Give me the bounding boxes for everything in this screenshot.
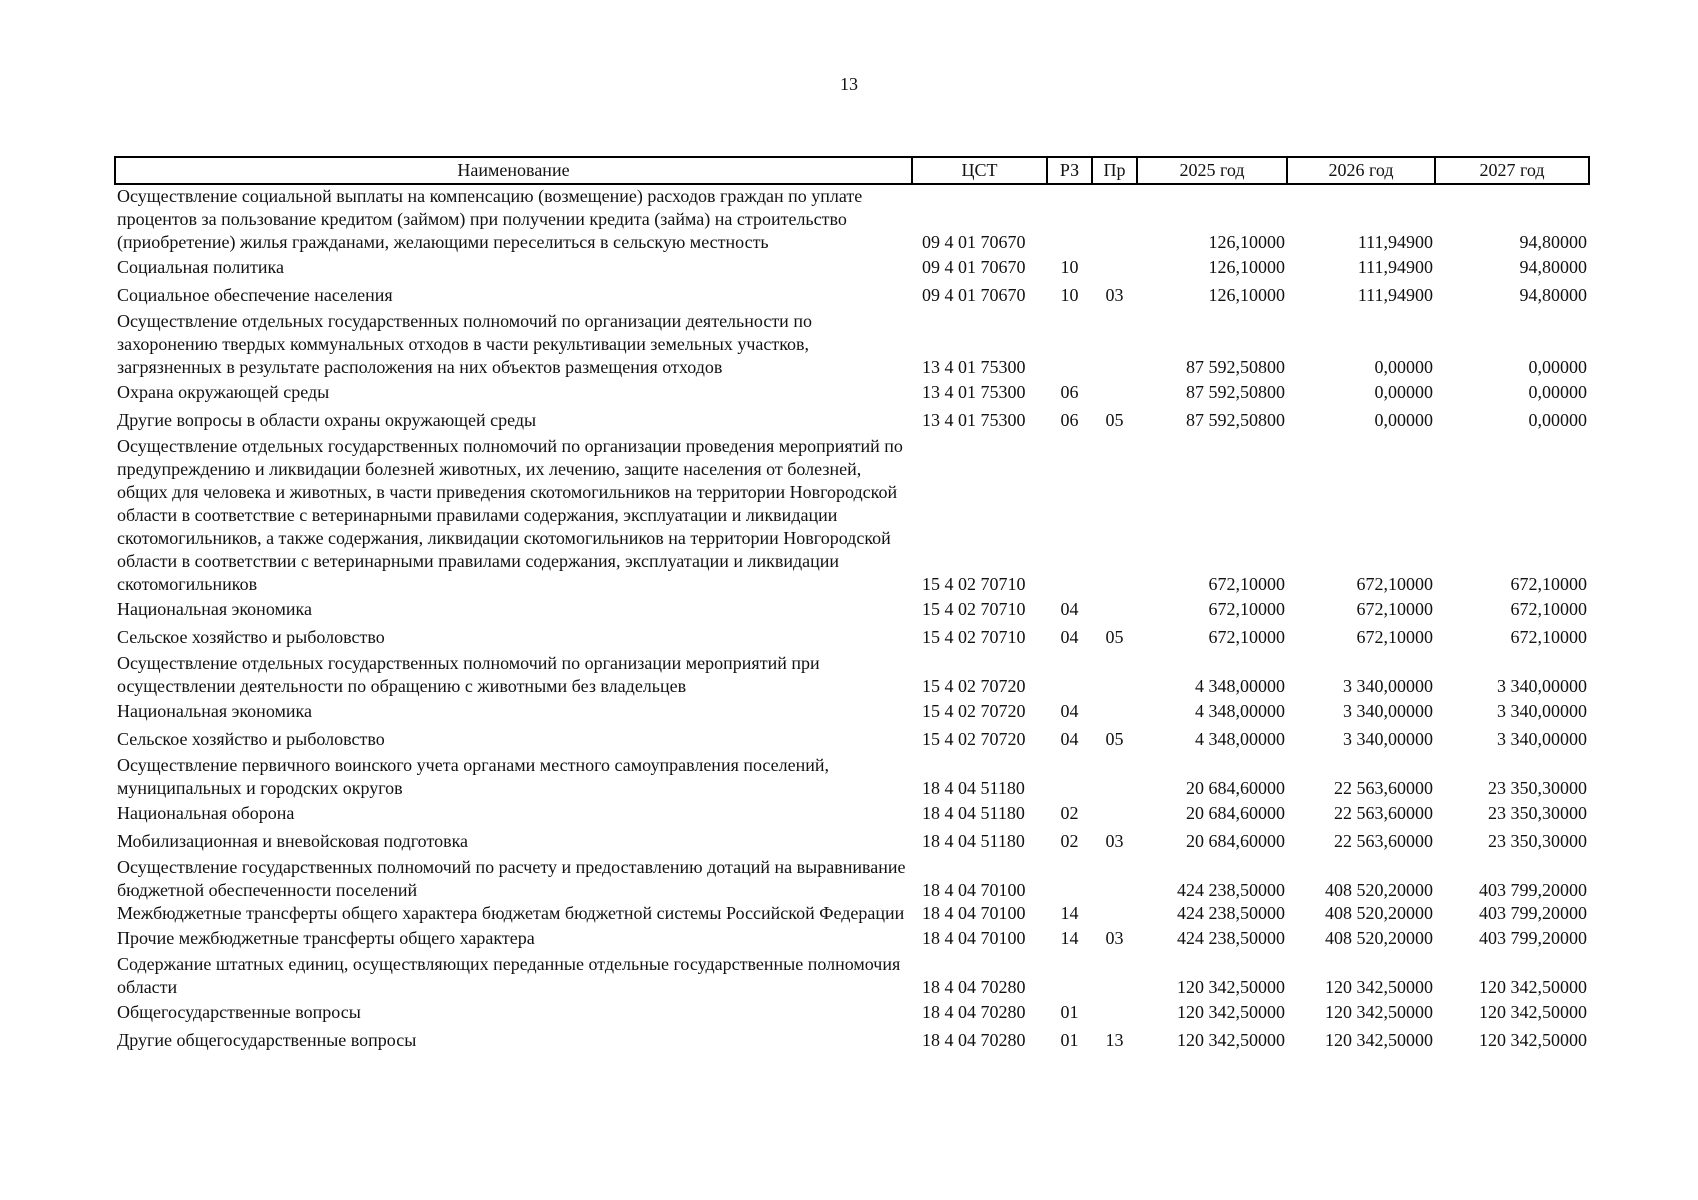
- row-2027: 3 340,00000: [1497, 701, 1587, 721]
- table-row: [115, 754, 1589, 800]
- row-pr: 03: [1105, 928, 1124, 948]
- row-2025: 4 348,00000: [1195, 729, 1285, 749]
- row-2026: 22 563,60000: [1334, 778, 1433, 798]
- row-name: Национальная оборона: [117, 803, 295, 823]
- row-name: Осуществление государственных полномочий по расчету и предоставлению дотаций на выравнивание бюджетной обеспеченности поселений: [117, 857, 906, 900]
- row-2027: 23 350,30000: [1488, 803, 1587, 823]
- row-rz: 14: [1060, 903, 1079, 923]
- table-row: [115, 698, 1589, 726]
- row-2025: 672,10000: [1208, 599, 1285, 619]
- row-2026: 408 520,20000: [1325, 928, 1433, 948]
- row-pr: 05: [1105, 729, 1124, 749]
- row-2025: 126,10000: [1208, 232, 1285, 252]
- row-2026: 408 520,20000: [1325, 880, 1433, 900]
- row-cst: 18 4 04 70280: [922, 977, 1026, 997]
- row-2025: 672,10000: [1208, 627, 1285, 647]
- row-2027: 120 342,50000: [1479, 977, 1587, 997]
- row-cst: 18 4 04 51180: [922, 803, 1025, 823]
- header-rz: РЗ: [1047, 157, 1092, 184]
- row-2027: 94,80000: [1519, 285, 1587, 305]
- row-2025: 424 238,50000: [1177, 880, 1285, 900]
- row-name: Социальная политика: [117, 257, 284, 277]
- row-name: Сельское хозяйство и рыболовство: [117, 627, 385, 647]
- table-row: [115, 726, 1589, 754]
- row-cst: 13 4 01 75300: [922, 410, 1026, 430]
- row-2025: 424 238,50000: [1177, 928, 1285, 948]
- row-cst: 15 4 02 70710: [922, 627, 1026, 647]
- row-2025: 424 238,50000: [1177, 903, 1285, 923]
- row-rz: [1047, 652, 1092, 698]
- row-name: Прочие межбюджетные трансферты общего характера: [117, 928, 535, 948]
- table-row: [115, 856, 1589, 902]
- row-rz: 04: [1060, 701, 1079, 721]
- row-2027: 672,10000: [1510, 627, 1587, 647]
- row-2025: 126,10000: [1208, 285, 1285, 305]
- row-name: Социальное обеспечение населения: [117, 285, 393, 305]
- row-name: Осуществление первичного воинского учета органами местного самоуправления поселений, муниципальных и городских округов: [117, 755, 830, 798]
- row-pr: 03: [1105, 831, 1124, 851]
- row-name: Осуществление отдельных государственных полномочий по организации мероприятий при осуществлении деятельности по обращению с животными без владельцев: [117, 653, 820, 696]
- row-rz: 04: [1060, 599, 1079, 619]
- table-row: [115, 624, 1589, 652]
- row-rz: [1047, 754, 1092, 800]
- row-2025: 20 684,60000: [1186, 803, 1285, 823]
- table-row: [115, 652, 1589, 698]
- row-cst: 09 4 01 70670: [922, 232, 1026, 252]
- row-2026: 672,10000: [1356, 599, 1433, 619]
- row-2027: 672,10000: [1510, 574, 1587, 594]
- row-2025: 87 592,50800: [1186, 357, 1285, 377]
- row-pr: 13: [1105, 1030, 1124, 1050]
- row-2026: 0,00000: [1374, 410, 1433, 430]
- row-name: Национальная экономика: [117, 701, 312, 721]
- row-cst: 13 4 01 75300: [922, 357, 1026, 377]
- header-2026: 2026 год: [1287, 157, 1435, 184]
- row-name: Осуществление отдельных государственных полномочий по организации деятельности по захоронению твердых коммунальных отходов в части рекультивации земельных участков, загрязненных в результате расположения на них объектов размещения отходов: [117, 311, 812, 377]
- row-cst: 09 4 01 70670: [922, 285, 1026, 305]
- header-name: Наименование: [115, 157, 912, 184]
- row-pr: 05: [1105, 410, 1124, 430]
- row-pr: [1092, 184, 1137, 254]
- row-pr: [1092, 800, 1137, 828]
- row-2027: 0,00000: [1528, 410, 1587, 430]
- row-2027: 120 342,50000: [1479, 1030, 1587, 1050]
- table-row: [115, 379, 1589, 407]
- row-rz: [1047, 856, 1092, 902]
- table-row: [115, 999, 1589, 1027]
- row-rz: 04: [1060, 729, 1079, 749]
- row-cst: 18 4 04 70280: [922, 1030, 1026, 1050]
- table-row: [115, 953, 1589, 999]
- row-2025: 120 342,50000: [1177, 1002, 1285, 1022]
- row-pr: [1092, 310, 1137, 379]
- row-2026: 120 342,50000: [1325, 977, 1433, 997]
- table-row: [115, 828, 1589, 856]
- row-pr: [1092, 754, 1137, 800]
- row-rz: 04: [1060, 627, 1079, 647]
- row-2026: 3 340,00000: [1343, 729, 1433, 749]
- row-name: Общегосударственные вопросы: [117, 1002, 361, 1022]
- row-2026: 408 520,20000: [1325, 903, 1433, 923]
- row-2025: 4 348,00000: [1195, 676, 1285, 696]
- row-2027: 120 342,50000: [1479, 1002, 1587, 1022]
- row-2027: 3 340,00000: [1497, 676, 1587, 696]
- row-2027: 0,00000: [1528, 357, 1587, 377]
- row-pr: [1092, 379, 1137, 407]
- row-rz: [1047, 184, 1092, 254]
- row-cst: 18 4 04 70100: [922, 928, 1026, 948]
- row-pr: [1092, 254, 1137, 282]
- page-number: 13: [840, 74, 858, 94]
- row-2027: 403 799,20000: [1479, 903, 1587, 923]
- row-pr: 03: [1105, 285, 1124, 305]
- row-2026: 3 340,00000: [1343, 676, 1433, 696]
- row-cst: 15 4 02 70720: [922, 701, 1026, 721]
- row-rz: 06: [1060, 382, 1079, 402]
- row-2027: 23 350,30000: [1488, 778, 1587, 798]
- budget-table: [114, 156, 1590, 1055]
- row-2027: 403 799,20000: [1479, 880, 1587, 900]
- row-2026: 672,10000: [1356, 627, 1433, 647]
- row-2025: 87 592,50800: [1186, 410, 1285, 430]
- row-cst: 15 4 02 70720: [922, 729, 1026, 749]
- row-rz: 06: [1060, 410, 1079, 430]
- row-2027: 94,80000: [1519, 257, 1587, 277]
- row-rz: 10: [1060, 257, 1079, 277]
- row-2027: 0,00000: [1528, 382, 1587, 402]
- row-pr: [1092, 999, 1137, 1027]
- table-row: [115, 282, 1589, 310]
- row-2027: 94,80000: [1519, 232, 1587, 252]
- row-2027: 3 340,00000: [1497, 729, 1587, 749]
- table-row: [115, 254, 1589, 282]
- table-row: [115, 310, 1589, 379]
- row-2026: 0,00000: [1374, 382, 1433, 402]
- row-2025: 4 348,00000: [1195, 701, 1285, 721]
- row-rz: 02: [1060, 803, 1079, 823]
- row-2026: 0,00000: [1374, 357, 1433, 377]
- row-2026: 111,94900: [1357, 257, 1433, 277]
- row-name: Другие вопросы в области охраны окружающей среды: [117, 410, 537, 430]
- row-2026: 3 340,00000: [1343, 701, 1433, 721]
- table-header-row: [115, 157, 1589, 184]
- row-name: Охрана окружающей среды: [117, 382, 330, 402]
- header-2025: 2025 год: [1137, 157, 1287, 184]
- header-pr: Пр: [1092, 157, 1137, 184]
- row-name: Национальная экономика: [117, 599, 312, 619]
- row-name: Осуществление отдельных государственных полномочий по организации проведения мероприятий по предупреждению и ликвидации болезней животных, их лечению, защите населения от болезней, общих для человека и животных, в части приведения скотомогильников на территории Новгородской области в соответствие с ветеринарными правилами содержания, эксплуатации и ликвидации скотомогильников, а также содержания, ликвидации скотомогильников на территории Новгородской области в соответствии с ветеринарными правилами содержания, эксплуатации и ликвидации скотомогильников: [117, 436, 903, 594]
- row-cst: 15 4 02 70710: [922, 574, 1026, 594]
- row-name: Другие общегосударственные вопросы: [117, 1030, 417, 1050]
- row-2025: 120 342,50000: [1177, 977, 1285, 997]
- row-name: Сельское хозяйство и рыболовство: [117, 729, 385, 749]
- row-name: Содержание штатных единиц, осуществляющих переданные отдельные государственные полномочия области: [117, 954, 901, 997]
- row-cst: 09 4 01 70670: [922, 257, 1026, 277]
- row-cst: 18 4 04 70100: [922, 903, 1026, 923]
- row-rz: 01: [1060, 1002, 1079, 1022]
- row-name: Осуществление социальной выплаты на компенсацию (возмещение) расходов граждан по уплате процентов за пользование кредитом (займом) при получении кредита (займа) на строительство (приобретение) жилья гражданами, желающими переселиться в сельскую местность: [117, 186, 863, 252]
- row-cst: 15 4 02 70710: [922, 599, 1026, 619]
- table-row: [115, 184, 1589, 254]
- row-pr: [1092, 902, 1137, 925]
- row-rz: [1047, 310, 1092, 379]
- row-2026: 120 342,50000: [1325, 1002, 1433, 1022]
- row-2026: 111,94900: [1357, 232, 1433, 252]
- row-pr: [1092, 953, 1137, 999]
- row-rz: 01: [1060, 1030, 1079, 1050]
- row-2025: 672,10000: [1208, 574, 1285, 594]
- row-rz: 14: [1060, 928, 1079, 948]
- row-pr: [1092, 652, 1137, 698]
- row-2027: 23 350,30000: [1488, 831, 1587, 851]
- row-cst: 18 4 04 51180: [922, 778, 1025, 798]
- row-2026: 120 342,50000: [1325, 1030, 1433, 1050]
- row-name: Мобилизационная и вневойсковая подготовка: [117, 831, 469, 851]
- row-2025: 20 684,60000: [1186, 831, 1285, 851]
- row-rz: [1047, 953, 1092, 999]
- row-2025: 20 684,60000: [1186, 778, 1285, 798]
- row-pr: [1092, 698, 1137, 726]
- row-2027: 403 799,20000: [1479, 928, 1587, 948]
- row-rz: [1047, 435, 1092, 596]
- row-rz: 10: [1060, 285, 1079, 305]
- header-2027: 2027 год: [1435, 157, 1589, 184]
- table-row: [115, 800, 1589, 828]
- header-cst: ЦСТ: [912, 157, 1047, 184]
- row-pr: [1092, 435, 1137, 596]
- table-row: [115, 596, 1589, 624]
- row-2025: 87 592,50800: [1186, 382, 1285, 402]
- row-pr: [1092, 596, 1137, 624]
- table-row: [115, 435, 1589, 596]
- table-row: [115, 925, 1589, 953]
- row-2027: 672,10000: [1510, 599, 1587, 619]
- row-name: Межбюджетные трансферты общего характера бюджетам бюджетной системы Российской Федерации: [117, 903, 905, 923]
- row-rz: 02: [1060, 831, 1079, 851]
- table-row: [115, 1027, 1589, 1055]
- row-2025: 126,10000: [1208, 257, 1285, 277]
- row-2026: 22 563,60000: [1334, 831, 1433, 851]
- row-cst: 18 4 04 70100: [922, 880, 1026, 900]
- row-cst: 15 4 02 70720: [922, 676, 1026, 696]
- row-2026: 111,94900: [1357, 285, 1433, 305]
- row-2025: 120 342,50000: [1177, 1030, 1285, 1050]
- row-pr: [1092, 856, 1137, 902]
- row-cst: 18 4 04 51180: [922, 831, 1025, 851]
- table-row: [115, 407, 1589, 435]
- table-row: [115, 902, 1589, 925]
- row-cst: 18 4 04 70280: [922, 1002, 1026, 1022]
- row-2026: 672,10000: [1356, 574, 1433, 594]
- row-cst: 13 4 01 75300: [922, 382, 1026, 402]
- row-pr: 05: [1105, 627, 1124, 647]
- row-2026: 22 563,60000: [1334, 803, 1433, 823]
